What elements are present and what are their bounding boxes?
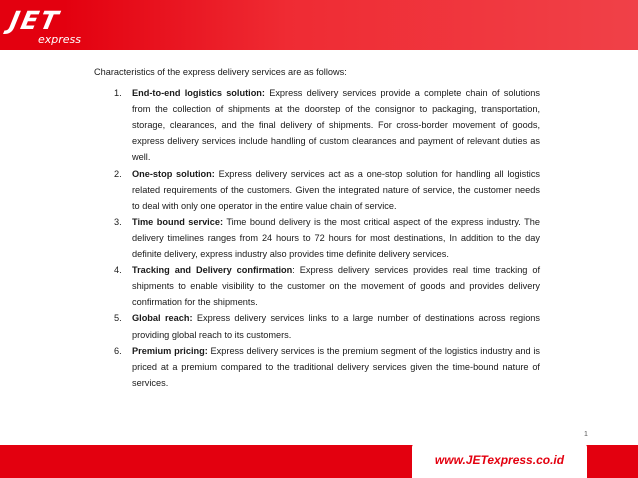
list-item <box>94 310 540 342</box>
list-item <box>94 343 540 391</box>
document-body <box>94 64 540 391</box>
list-item <box>94 214 540 262</box>
page-number: 1 <box>584 431 588 438</box>
website-box <box>412 444 587 478</box>
item-number: 4. <box>114 265 122 276</box>
item-term: One-stop solution: <box>132 168 215 179</box>
characteristics-list <box>94 85 540 391</box>
item-number: 3. <box>114 216 122 227</box>
list-item <box>94 85 540 165</box>
item-term: Time bound service: <box>132 216 224 227</box>
item-text: : Express delivery services provides real time tracking of shipments to enable visibility to the customer on the movement of goods and provides delivery confirmation for the shipments. <box>132 265 540 308</box>
item-number: 6. <box>114 345 122 356</box>
item-term: Global reach: <box>132 313 193 324</box>
item-text: Time bound delivery is the most critical aspect of the express industry. The delivery timelines ranges from 24 hours to 72 hours for most destinations, In addition to the day definite delivery, express industry also provides time definite delivery services. <box>132 216 540 260</box>
item-number: 2. <box>114 168 122 179</box>
list-item <box>94 262 540 310</box>
website-link[interactable]: www.JETexpress.co.id <box>434 453 565 467</box>
item-text: Express delivery services links to a large number of destinations across regions providing global reach to its customers. <box>132 313 541 340</box>
item-text: Express delivery services provide a complete chain of solutions from the collection of shipments at the doorstep of the consignor to packaging, transportation, storage, clearances, and the final delivery of shipments. For cross-border movement of goods, express delivery services include handling of custom clearances and payment of relevant duties as well. <box>132 88 540 163</box>
item-number: 1. <box>114 88 122 99</box>
list-item <box>94 166 540 214</box>
item-term: End-to-end logistics solution: <box>132 88 265 99</box>
intro-text: Characteristics of the express delivery services are as follows: <box>94 67 347 77</box>
item-term: Tracking and Delivery confirmation <box>132 265 293 276</box>
jet-express-logo <box>8 8 108 48</box>
item-number: 5. <box>114 313 122 324</box>
logo-text: JET <box>6 6 63 35</box>
logo-subtext: express <box>38 33 82 46</box>
item-text: Express delivery services is the premium segment of the logistics industry and is priced at a premium compared to the traditional delivery services given the time-bound nature of services. <box>132 345 540 388</box>
header-bar <box>0 0 638 50</box>
item-text: Express delivery services act as a one-stop solution for handling all logistics related requirements of the customers. Given the integrated nature of service, the customer needs to deal with only one operator in the entire value chain of service. <box>132 168 541 211</box>
item-term: Premium pricing: <box>132 345 208 356</box>
